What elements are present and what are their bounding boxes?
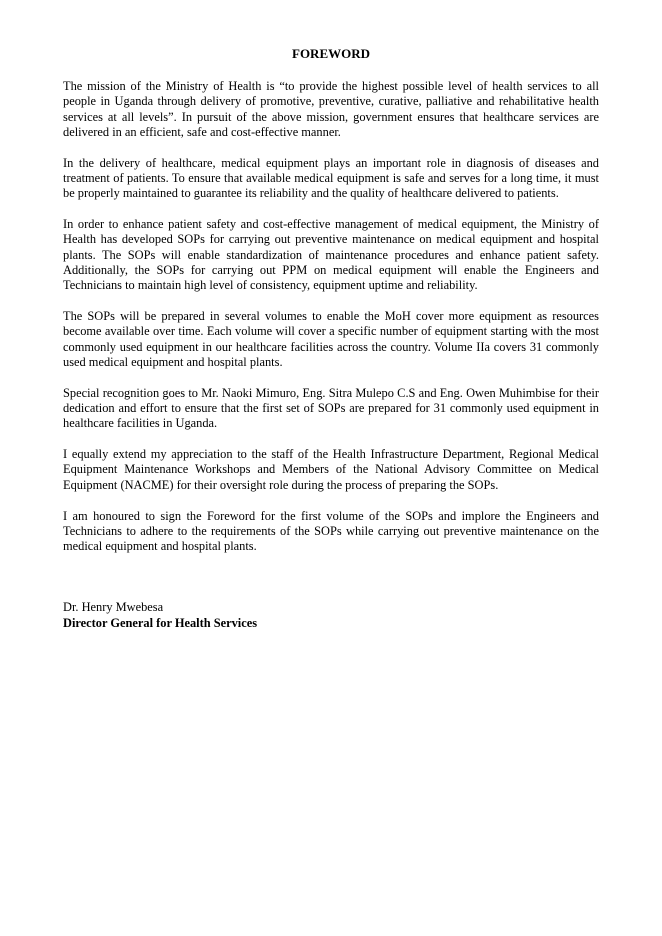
paragraph-volumes: The SOPs will be prepared in several volumes to enable the MoH cover more equipment as resources become available over time. Each volume will cover a specific number of equipment starting with the most commonly used equipment in our healthcare facilities across the country. Volume IIa covers 31 commonly used medical equipment and hospital plants. xyxy=(63,309,599,369)
paragraph-appreciation: I equally extend my appreciation to the staff of the Health Infrastructure Department, Regional Medical Equipment Maintenance Workshops and Members of the National Advisory Committee on Medical Equipment (NACME) for their oversight role during the process of preparing the SOPs. xyxy=(63,447,599,492)
foreword-title: FOREWORD xyxy=(292,46,370,61)
paragraph-medical-equipment-role: In the delivery of healthcare, medical equipment plays an important role in diagnosis of diseases and treatment of patients. To ensure that available medical equipment is safe and serves for a long time, it must be properly maintained to guarantee its reliability and the quality of healthcare delivered to patients. xyxy=(63,155,599,201)
signatory-name: Dr. Henry Mwebesa xyxy=(63,600,164,615)
paragraph-honoured-to-sign: I am honoured to sign the Foreword for the first volume of the SOPs and implore the Engineers and Technicians to adhere to the requirements of the SOPs while carrying out preventive maintenance on the medical equipment and hospital plants. xyxy=(63,508,599,554)
signature-block xyxy=(63,599,599,631)
document-page xyxy=(63,46,599,631)
paragraph-special-recognition: Special recognition goes to Mr. Naoki Mimuro, Eng. Sitra Mulepo C.S and Eng. Owen Muhimbise for their dedication and effort to ensure that the first set of SOPs are prepared for 31 commonly used equipment in healthcare facilities in Uganda. xyxy=(63,385,599,431)
paragraph-mission: The mission of the Ministry of Health is “to provide the highest possible level of health services to all people in Uganda through delivery of promotive, preventive, curative, palliative and rehabilitative health services at all levels”. In pursuit of the above mission, government ensures that healthcare services are delivered in an efficient, safe and cost-effective manner. xyxy=(63,79,599,139)
paragraph-sops-developed: In order to enhance patient safety and cost-effective management of medical equipment, the Ministry of Health has developed SOPs for carrying out preventive maintenance on medical equipment and hospital plants. The SOPs will enable standardization of maintenance procedures and enhance patient safety. Additionally, the SOPs for carrying out PPM on medical equipment will enable the Engineers and Technicians to maintain high level of consistency, equipment uptime and reliability. xyxy=(63,217,599,293)
signatory-title: Director General for Health Services xyxy=(63,616,258,631)
